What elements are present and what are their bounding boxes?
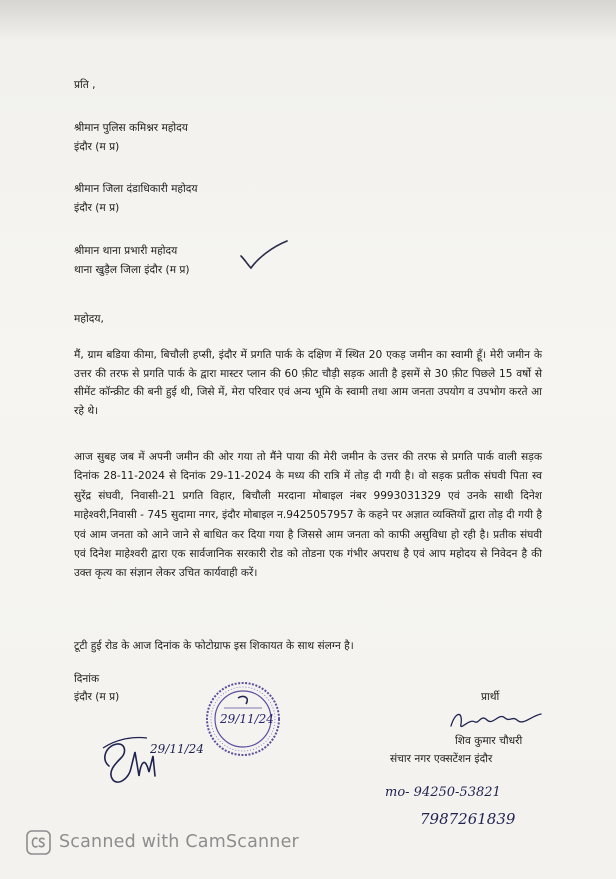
camscanner-footer	[26, 829, 299, 855]
applicant-address: संचार नगर एक्सटेंशन इंदौर	[390, 753, 493, 765]
body-paragraph-2: आज सुबह जब में अपनी जमीन की ओर गया तो मैंने पाया की मेरी जमीन के उत्तर की तरफ से प्रगति पार्क वाली सड़क दिनांक 28-11-2024 से दिनांक 29-11-2024 के मध्य की रात्रि में तोड़ दी गयी है। वो सड़क प्रतीक संघवी पिता स्व सुरेंद्र संघवी, निवासी-21 प्रगति विहार, बिचौली मरदाना मोबाइल नंबर 9993031329 एवं उनके साथी दिनेश माहेश्वरी,निवासी - 745 सुदामा नगर, इंदौर मोबाइल न.9425057957 के कहने पर अज्ञात व्यक्तियों द्वारा तोड़ दी गयी है एवं आम जनता को आने जाने से बाधित कर दिया गया है जिससे आम जनता को काफी असुविधा हो रही है। प्रतीक संघवी एवं दिनेश माहेश्वरी द्वारा एक सार्वजानिक सरकारी रोड को तोडना एक गंभीर अपराध है एवं आप महोदय से निवेदन है की उक्त कृत्य का संज्ञान लेकर उचित कार्यवाही करें।	[74, 451, 542, 580]
prati-line: प्रति ,	[74, 79, 96, 91]
camscanner-logo-icon	[26, 830, 51, 855]
body-paragraph-3: टूटी हुई रोड के आज दिनांक के फोटोग्राफ इस शिकायत के साथ संलग्न है।	[74, 640, 354, 652]
recipient-1-city: इंदौर (म प्र)	[74, 141, 120, 153]
recipient-3-title: श्रीमान थाना प्रभारी महोदय	[74, 245, 178, 257]
applicant-signature	[447, 706, 547, 734]
recipient-3-address: थाना खुड़ैल जिला इंदौर (म प्र)	[74, 264, 190, 276]
applicant-mobile-2: 7987261839	[420, 810, 516, 828]
checkmark-tick-icon	[238, 238, 290, 272]
applicant-name: शिव कुमार चौधरी	[455, 735, 523, 747]
body-paragraph-1: मैं, ग्राम बडिया कीमा, बिचौली हप्सी, इंदौर में प्रगति पार्क के दक्षिण में स्थित 20 एकड़ जमीन का स्वामी हूँ। मेरी जमीन के उत्तर की तरफ से प्रगति पार्क के द्वारा मास्टर प्लान की 60 फ़ीट चौड़ी सड़क आती है इसमें से 30 फ़ीट पिछले 15 वर्षो से सीमेंट कॉन्क्रीट की बनी हुई थी, जिसे में, मेरा परिवार एवं अन्य भूमि के स्वामी तथा आम जनता उपयोग व उपभोग करते आ रहे थे।	[74, 349, 542, 418]
date-label: दिनांक	[74, 673, 100, 685]
handwritten-date-left: 29/11/24	[150, 742, 204, 756]
salutation: महोदय,	[74, 313, 104, 325]
recipient-2-city: इंदौर (म प्र)	[74, 202, 120, 214]
applicant-label: प्रार्थी	[481, 691, 500, 703]
recipient-2-title: श्रीमान जिला दंडाधिकारी महोदय	[74, 183, 198, 195]
handwritten-signature-left	[95, 726, 185, 790]
recipient-1-title: श्रीमान पुलिस कमिश्नर महोदय	[74, 122, 188, 134]
page-fold-shadow	[0, 0, 616, 40]
date-place: इंदौर (म प्र)	[74, 691, 120, 703]
stamp-date: 29/11/24	[220, 712, 274, 726]
applicant-mobile-1: mo- 94250-53821	[385, 785, 501, 800]
camscanner-text: Scanned with CamScanner	[59, 832, 299, 852]
